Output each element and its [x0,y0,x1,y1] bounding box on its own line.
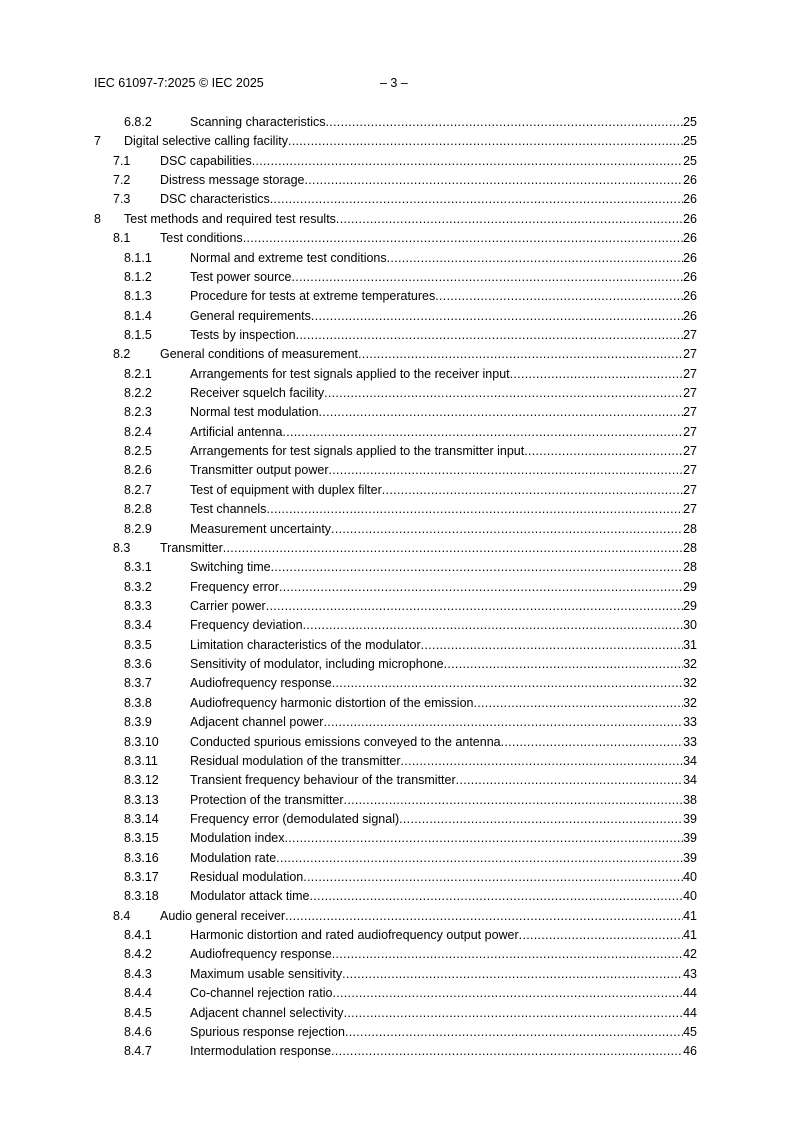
toc-entry[interactable] [0,1004,793,1023]
toc-entry[interactable] [0,578,793,597]
toc-entry-number: 8.3.10 [124,734,159,749]
toc-entry[interactable] [0,384,793,403]
toc-entry-number: 8.3.3 [124,598,152,613]
toc-entry-page: 32 [683,657,697,672]
toc-entry[interactable] [0,481,793,500]
toc-dot-leader [382,481,683,500]
toc-entry-title: Switching time [190,560,271,575]
toc-entry[interactable] [0,674,793,693]
toc-entry[interactable] [0,868,793,887]
toc-dot-leader [332,674,683,693]
toc-entry-number: 8.2.1 [124,366,152,381]
toc-dot-leader [510,365,683,384]
toc-dot-leader [342,965,683,984]
toc-dot-leader [331,520,683,539]
toc-entry-page: 45 [683,1024,697,1039]
toc-entry-title: Spurious response rejection [190,1024,345,1039]
toc-entry-page: 26 [683,308,697,323]
toc-entry-page: 27 [683,463,697,478]
toc-entry-title: Limitation characteristics of the modulator [190,637,421,652]
toc-entry-title: Measurement uncertainty [190,521,332,536]
toc-entry-number: 8.2.3 [124,405,152,420]
toc-entry-title: Frequency error (demodulated signal) [190,811,400,826]
toc-entry-title: Test methods and required test results [124,211,336,226]
toc-dot-leader [325,113,683,132]
toc-entry-page: 33 [683,715,697,730]
toc-entry-page: 33 [683,734,697,749]
toc-entry-page: 32 [683,676,697,691]
toc-entry-page: 32 [683,695,697,710]
toc-dot-leader [303,616,684,635]
toc-dot-leader [473,694,683,713]
toc-entry-title: DSC characteristics [160,192,270,207]
toc-entry[interactable] [0,403,793,422]
toc-entry[interactable] [0,965,793,984]
toc-dot-leader [223,539,683,558]
toc-entry-page: 26 [683,289,697,304]
toc-entry-title: Modulation rate [190,850,277,865]
toc-entry-page: 43 [683,966,697,981]
toc-dot-leader [421,636,683,655]
toc-entry-title: Audiofrequency response [190,676,332,691]
toc-dot-leader [288,132,683,151]
toc-entry-page: 39 [683,831,697,846]
toc-entry-title: Transmitter output power [190,463,329,478]
toc-entry[interactable] [0,907,793,926]
toc-entry[interactable] [0,249,793,268]
toc-entry[interactable] [0,849,793,868]
toc-entry-page: 26 [683,250,697,265]
toc-entry-page: 34 [683,773,697,788]
toc-entry[interactable] [0,597,793,616]
toc-entry[interactable] [0,539,793,558]
toc-entry[interactable] [0,326,793,345]
toc-dot-leader [266,597,683,616]
toc-entry-title: Transient frequency behaviour of the transmitter [190,773,456,788]
toc-entry-title: Tests by inspection [190,327,296,342]
toc-entry-title: Intermodulation response [190,1044,332,1059]
toc-entry[interactable] [0,287,793,306]
document-reference: IEC 61097-7:2025 © IEC 2025 [94,76,264,90]
toc-entry-page: 26 [683,173,697,188]
toc-dot-leader [285,907,683,926]
toc-dot-leader [252,152,683,171]
toc-entry[interactable] [0,345,793,364]
toc-entry-title: Normal and extreme test conditions [190,250,387,265]
toc-dot-leader [387,249,683,268]
toc-entry[interactable] [0,442,793,461]
toc-entry-page: 40 [683,889,697,904]
toc-entry-number: 8.3.7 [124,676,152,691]
toc-entry-number: 8.2.7 [124,482,152,497]
toc-entry-page: 25 [683,153,697,168]
toc-entry-number: 8 [94,211,101,226]
toc-entry-title: Arrangements for test signals applied to the receiver input [190,366,510,381]
toc-entry-number: 8.1.5 [124,327,152,342]
toc-entry-page: 44 [683,986,697,1001]
toc-entry[interactable] [0,423,793,442]
toc-dot-leader [271,558,684,577]
toc-entry-number: 8.1.3 [124,289,152,304]
toc-entry-number: 8.4 [113,908,131,923]
toc-entry-title: General conditions of measurement [160,347,359,362]
toc-entry-page: 27 [683,405,697,420]
toc-entry-page: 30 [683,618,697,633]
toc-entry-title: Adjacent channel power [190,715,324,730]
toc-dot-leader [328,461,683,480]
toc-entry-page: 27 [683,327,697,342]
toc-entry-page: 25 [683,115,697,129]
toc-dot-leader [276,849,683,868]
toc-entry-number: 8.3.8 [124,695,152,710]
toc-entry-number: 8.3.13 [124,792,159,807]
toc-entry-number: 7.1 [113,153,131,168]
toc-entry[interactable] [0,558,793,577]
toc-entry[interactable] [0,132,793,151]
toc-entry[interactable] [0,268,793,287]
toc-entry-number: 8.3.16 [124,850,159,865]
toc-entry-number: 7 [94,134,101,149]
toc-dot-leader [303,868,683,887]
toc-dot-leader [323,713,683,732]
toc-entry-title: Sensitivity of modulator, including microphone [190,657,444,672]
toc-entry[interactable] [0,520,793,539]
toc-entry[interactable] [0,733,793,752]
toc-entry[interactable] [0,636,793,655]
toc-entry-number: 8.4.4 [124,986,152,1001]
toc-entry-number: 8.3.14 [124,811,159,826]
toc-entry-number: 8.2.9 [124,521,152,536]
toc-entry-title: General requirements [190,308,311,323]
toc-entry-title: Protection of the transmitter [190,792,344,807]
toc-entry[interactable] [0,829,793,848]
toc-entry-title: Test of equipment with duplex filter [190,482,382,497]
toc-dot-leader [270,190,683,209]
toc-entry[interactable] [0,229,793,248]
toc-dot-leader [524,442,683,461]
toc-entry-number: 8.3.11 [124,753,158,768]
toc-entry-number: 8.1.4 [124,308,152,323]
toc-entry[interactable] [0,887,793,906]
toc-entry[interactable] [0,113,793,132]
toc-entry-page: 27 [683,424,697,439]
toc-entry-title: Audio general receiver [160,908,286,923]
toc-dot-leader [332,984,683,1003]
toc-entry[interactable] [0,152,793,171]
toc-entry-number: 8.4.5 [124,1005,152,1020]
toc-entry[interactable] [0,500,793,519]
toc-dot-leader [311,307,683,326]
toc-entry-title: Frequency error [190,579,279,594]
toc-entry-title: Audiofrequency harmonic distortion of the emission [190,695,474,710]
toc-dot-leader [444,655,683,674]
toc-entry[interactable] [0,616,793,635]
toc-entry[interactable] [0,190,793,209]
toc-entry-page: 38 [683,792,697,807]
toc-dot-leader [344,791,684,810]
toc-dot-leader [401,752,684,771]
toc-entry-page: 41 [683,928,697,943]
toc-entry-page: 28 [683,521,697,536]
toc-entry-number: 8.2.4 [124,424,152,439]
toc-dot-leader [296,326,683,345]
toc-dot-leader [285,829,684,848]
toc-entry-number: 8.3 [113,540,131,555]
toc-entry-number: 8.1.1 [124,250,152,265]
toc-dot-leader [501,733,683,752]
toc-entry-number: 8.4.1 [124,928,152,943]
toc-entry-number: 8.1 [113,231,131,246]
toc-entry-title: Digital selective calling facility [124,134,288,149]
toc-entry-page: 27 [683,482,697,497]
table-of-contents [0,113,793,1062]
toc-entry[interactable] [0,210,793,229]
toc-entry-number: 8.4.7 [124,1044,152,1059]
page-number: – 3 – [380,76,408,90]
toc-dot-leader [358,345,683,364]
toc-entry-title: Scanning characteristics [190,115,326,129]
toc-entry-title: Test channels [190,502,267,517]
page-header [94,76,408,90]
toc-dot-leader [399,810,683,829]
toc-entry-page: 27 [683,347,697,362]
toc-dot-leader [266,500,683,519]
toc-entry-page: 34 [683,753,697,768]
toc-entry-page: 27 [683,366,697,381]
toc-entry[interactable] [0,655,793,674]
toc-entry-page: 26 [683,231,697,246]
toc-entry-number: 8.3.5 [124,637,152,652]
toc-entry-number: 8.3.1 [124,560,152,575]
toc-entry-number: 8.4.3 [124,966,152,981]
toc-entry[interactable] [0,365,793,384]
toc-entry-title: Audiofrequency response [190,947,332,962]
toc-dot-leader [336,210,683,229]
toc-entry-title: Frequency deviation [190,618,303,633]
toc-entry-title: Residual modulation [190,870,304,885]
toc-entry-title: Distress message storage [160,173,305,188]
toc-entry-title: Test power source [190,269,292,284]
toc-entry-page: 26 [683,192,697,207]
toc-entry[interactable] [0,984,793,1003]
toc-entry-title: Conducted spurious emissions conveyed to the antenna [190,734,501,749]
toc-entry-page: 27 [683,386,697,401]
toc-entry-number: 8.3.6 [124,657,152,672]
toc-entry[interactable] [0,461,793,480]
toc-dot-leader [282,423,683,442]
toc-entry-number: 6.8.2 [124,115,152,129]
toc-dot-leader [435,287,683,306]
toc-entry-page: 31 [683,637,697,652]
toc-entry-title: Adjacent channel selectivity [190,1005,344,1020]
toc-dot-leader [279,578,683,597]
toc-entry-number: 8.3.15 [124,831,159,846]
toc-dot-leader [291,268,683,287]
toc-entry-number: 8.2 [113,347,131,362]
toc-entry[interactable] [0,945,793,964]
toc-entry-page: 46 [683,1044,697,1059]
toc-entry-number: 8.3.9 [124,715,152,730]
toc-entry[interactable] [0,307,793,326]
toc-entry-page: 42 [683,947,697,962]
toc-entry-page: 27 [683,444,697,459]
toc-entry-number: 7.2 [113,173,131,188]
toc-entry-number: 8.3.4 [124,618,152,633]
toc-entry-page: 28 [683,540,697,555]
toc-entry[interactable] [0,810,793,829]
toc-entry-number: 8.1.2 [124,269,152,284]
toc-dot-leader [305,171,684,190]
toc-entry[interactable] [0,771,793,790]
toc-entry[interactable] [0,1023,793,1042]
toc-entry-page: 26 [683,269,697,284]
toc-dot-leader [324,384,683,403]
toc-entry-title: Test conditions [160,231,243,246]
toc-entry-number: 8.3.2 [124,579,152,594]
toc-entry-page: 39 [683,850,697,865]
toc-entry-title: Carrier power [190,598,266,613]
toc-entry-page: 27 [683,502,697,517]
toc-entry-page: 26 [683,211,697,226]
toc-entry-number: 8.3.17 [124,870,159,885]
toc-dot-leader [456,771,683,790]
toc-entry[interactable] [0,694,793,713]
toc-entry-number: 8.4.2 [124,947,152,962]
toc-entry[interactable] [0,171,793,190]
toc-entry-title: Modulator attack time [190,889,310,904]
toc-entry-number: 8.4.6 [124,1024,152,1039]
toc-entry-title: Maximum usable sensitivity [190,966,343,981]
toc-entry-page: 40 [683,870,697,885]
toc-entry-page: 44 [683,1005,697,1020]
toc-entry-page: 39 [683,811,697,826]
toc-entry-title: Residual modulation of the transmitter [190,753,401,768]
toc-entry-title: Normal test modulation [190,405,319,420]
toc-entry-title: Arrangements for test signals applied to the transmitter input [190,444,525,459]
toc-entry[interactable] [0,713,793,732]
toc-entry-page: 41 [683,908,697,923]
toc-entry-title: Procedure for tests at extreme temperatures [190,289,436,304]
toc-entry-title: Artificial antenna [190,424,283,439]
toc-entry-title: Harmonic distortion and rated audiofrequency output power [190,928,519,943]
toc-entry[interactable] [0,1042,793,1061]
toc-entry-title: Modulation index [190,831,285,846]
toc-entry-number: 8.3.18 [124,889,159,904]
toc-entry-number: 8.2.8 [124,502,152,517]
toc-entry-number: 8.2.5 [124,444,152,459]
toc-entry-title: Transmitter [160,540,223,555]
toc-entry-title: Co-channel rejection ratio [190,986,333,1001]
toc-entry-page: 28 [683,560,697,575]
toc-dot-leader [331,1042,683,1061]
toc-entry-title: DSC capabilities [160,153,252,168]
toc-dot-leader [332,945,683,964]
toc-entry-page: 29 [683,579,697,594]
toc-entry-number: 7.3 [113,192,131,207]
toc-entry[interactable] [0,791,793,810]
toc-entry-number: 8.2.2 [124,386,152,401]
toc-dot-leader [345,1023,683,1042]
toc-dot-leader [319,403,684,422]
toc-dot-leader [310,887,684,906]
toc-entry-number: 8.2.6 [124,463,152,478]
toc-dot-leader [344,1004,684,1023]
toc-dot-leader [243,229,683,248]
toc-entry[interactable] [0,926,793,945]
toc-entry-page: 25 [683,134,697,149]
toc-entry-page: 29 [683,598,697,613]
toc-entry[interactable] [0,752,793,771]
toc-dot-leader [519,926,683,945]
toc-entry-title: Receiver squelch facility [190,386,325,401]
toc-entry-number: 8.3.12 [124,773,159,788]
